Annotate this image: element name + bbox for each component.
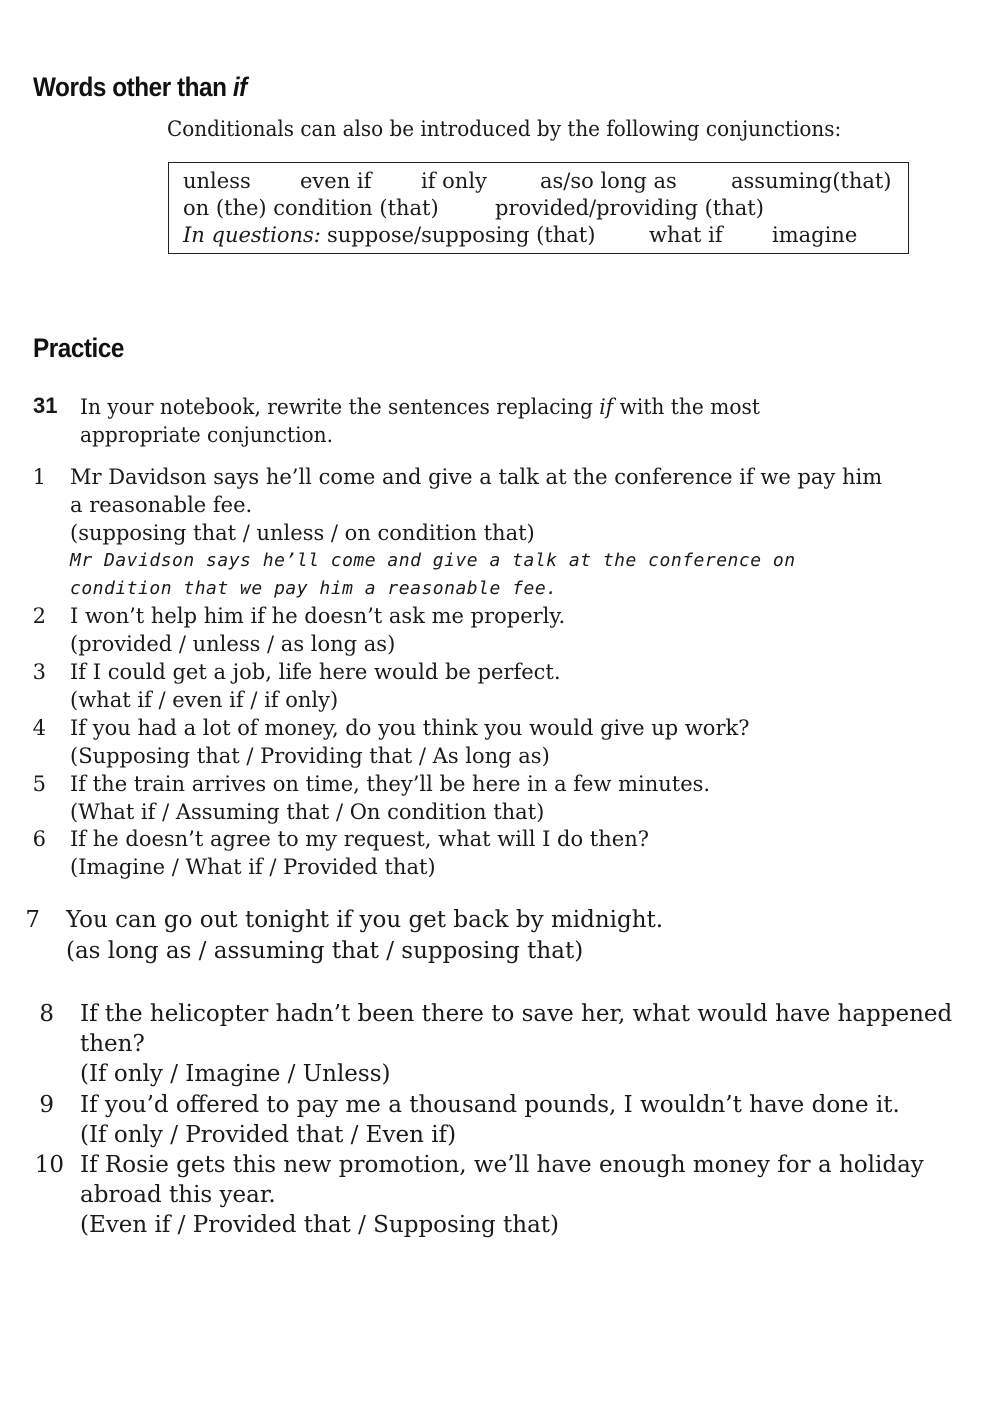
- item-options: (provided / unless / as long as): [70, 632, 396, 656]
- instruction-line-1: [80, 393, 790, 421]
- item-number: 3: [32, 660, 46, 684]
- item-text: [80, 1090, 900, 1150]
- item-text: [70, 714, 749, 770]
- section-title-text: Words other than: [33, 72, 233, 102]
- item-sentence-line: abroad this year.: [80, 1182, 276, 1208]
- item-options: (What if / Assuming that / On condition that): [70, 800, 545, 824]
- section-title-italic: if: [232, 72, 247, 102]
- item-options: (If only / Provided that / Even if): [80, 1122, 457, 1148]
- item-text: [70, 658, 561, 714]
- conjunction-item: assuming(that): [731, 169, 892, 193]
- item-options: (Supposing that / Providing that / As long as): [70, 744, 550, 768]
- item-number: 4: [32, 716, 46, 740]
- exercise-number: 31: [33, 393, 58, 418]
- example-answer-line: condition that we pay him a reasonable fee.: [70, 578, 558, 599]
- item-sentence-line: If you’d offered to pay me a thousand pounds, I wouldn’t have done it.: [80, 1092, 900, 1118]
- conjunction-item: what if: [649, 223, 723, 247]
- item-text: [80, 999, 952, 1089]
- intro-text: Conditionals can also be introduced by the following conjunctions:: [167, 117, 842, 141]
- item-text: [70, 602, 565, 658]
- item-sentence-line: If he doesn’t agree to my request, what will I do then?: [70, 827, 649, 851]
- item-options: (Even if / Provided that / Supposing that): [80, 1212, 560, 1238]
- conjunction-item: as/so long as: [540, 169, 677, 193]
- item-sentence-line: If you had a lot of money, do you think you would give up work?: [70, 716, 750, 740]
- instruction-post: with the most: [613, 395, 760, 419]
- conjunction-item: even if: [300, 169, 372, 193]
- item-number: 2: [32, 604, 46, 628]
- item-number: 5: [32, 772, 46, 796]
- conjunction-item: on (the) condition (that): [183, 196, 439, 220]
- item-number: 7: [25, 907, 40, 933]
- item-sentence-line: then?: [80, 1031, 145, 1057]
- conjunction-item: imagine: [772, 223, 858, 247]
- item-number: 1: [32, 465, 46, 489]
- conjunction-item: unless: [183, 169, 251, 193]
- item-sentence-line: If the helicopter hadn’t been there to save her, what would have happened: [80, 1001, 953, 1027]
- example-answer-line: Mr Davidson says he’ll come and give a talk at the conference on: [70, 550, 796, 571]
- item-text: [70, 770, 710, 826]
- item-options: (Imagine / What if / Provided that): [70, 855, 436, 879]
- item-sentence-line: Mr Davidson says he’ll come and give a talk at the conference if we pay him: [70, 465, 883, 489]
- conjunction-item: if only: [421, 169, 487, 193]
- questions-label: In questions:: [183, 223, 321, 247]
- item-options: (If only / Imagine / Unless): [80, 1061, 391, 1087]
- item-number: 8: [39, 1001, 54, 1027]
- item-text: [80, 1150, 924, 1240]
- item-sentence-line: If Rosie gets this new promotion, we’ll have enough money for a holiday: [80, 1152, 924, 1178]
- conjunction-item: provided/providing (that): [495, 196, 764, 220]
- item-number: 9: [39, 1092, 54, 1118]
- item-text: [70, 825, 649, 881]
- item-sentence-line: You can go out tonight if you get back by midnight.: [66, 907, 664, 933]
- item-text: [70, 463, 882, 603]
- item-options: (what if / even if / if only): [70, 688, 339, 712]
- instruction-line-2: appropriate conjunction.: [80, 423, 334, 447]
- item-text: [66, 905, 663, 967]
- instruction-italic: if: [599, 395, 614, 419]
- item-sentence-line: a reasonable fee.: [70, 493, 253, 517]
- exercise-instruction: [80, 393, 790, 449]
- practice-title: Practice: [33, 333, 124, 363]
- item-sentence-line: If the train arrives on time, they’ll be here in a few minutes.: [70, 772, 711, 796]
- item-options: (supposing that / unless / on condition that): [70, 521, 535, 545]
- item-number: 10: [34, 1152, 64, 1178]
- item-sentence-line: If I could get a job, life here would be perfect.: [70, 660, 561, 684]
- conjunctions-box: [168, 162, 909, 254]
- conjunction-item: suppose/supposing (that): [327, 223, 596, 247]
- instruction-pre: In your notebook, rewrite the sentences replacing: [80, 395, 600, 419]
- section-title-words-other-than-if: [33, 72, 247, 103]
- item-number: 6: [32, 827, 46, 851]
- item-sentence-line: I won’t help him if he doesn’t ask me properly.: [70, 604, 566, 628]
- item-options: (as long as / assuming that / supposing that): [66, 938, 584, 964]
